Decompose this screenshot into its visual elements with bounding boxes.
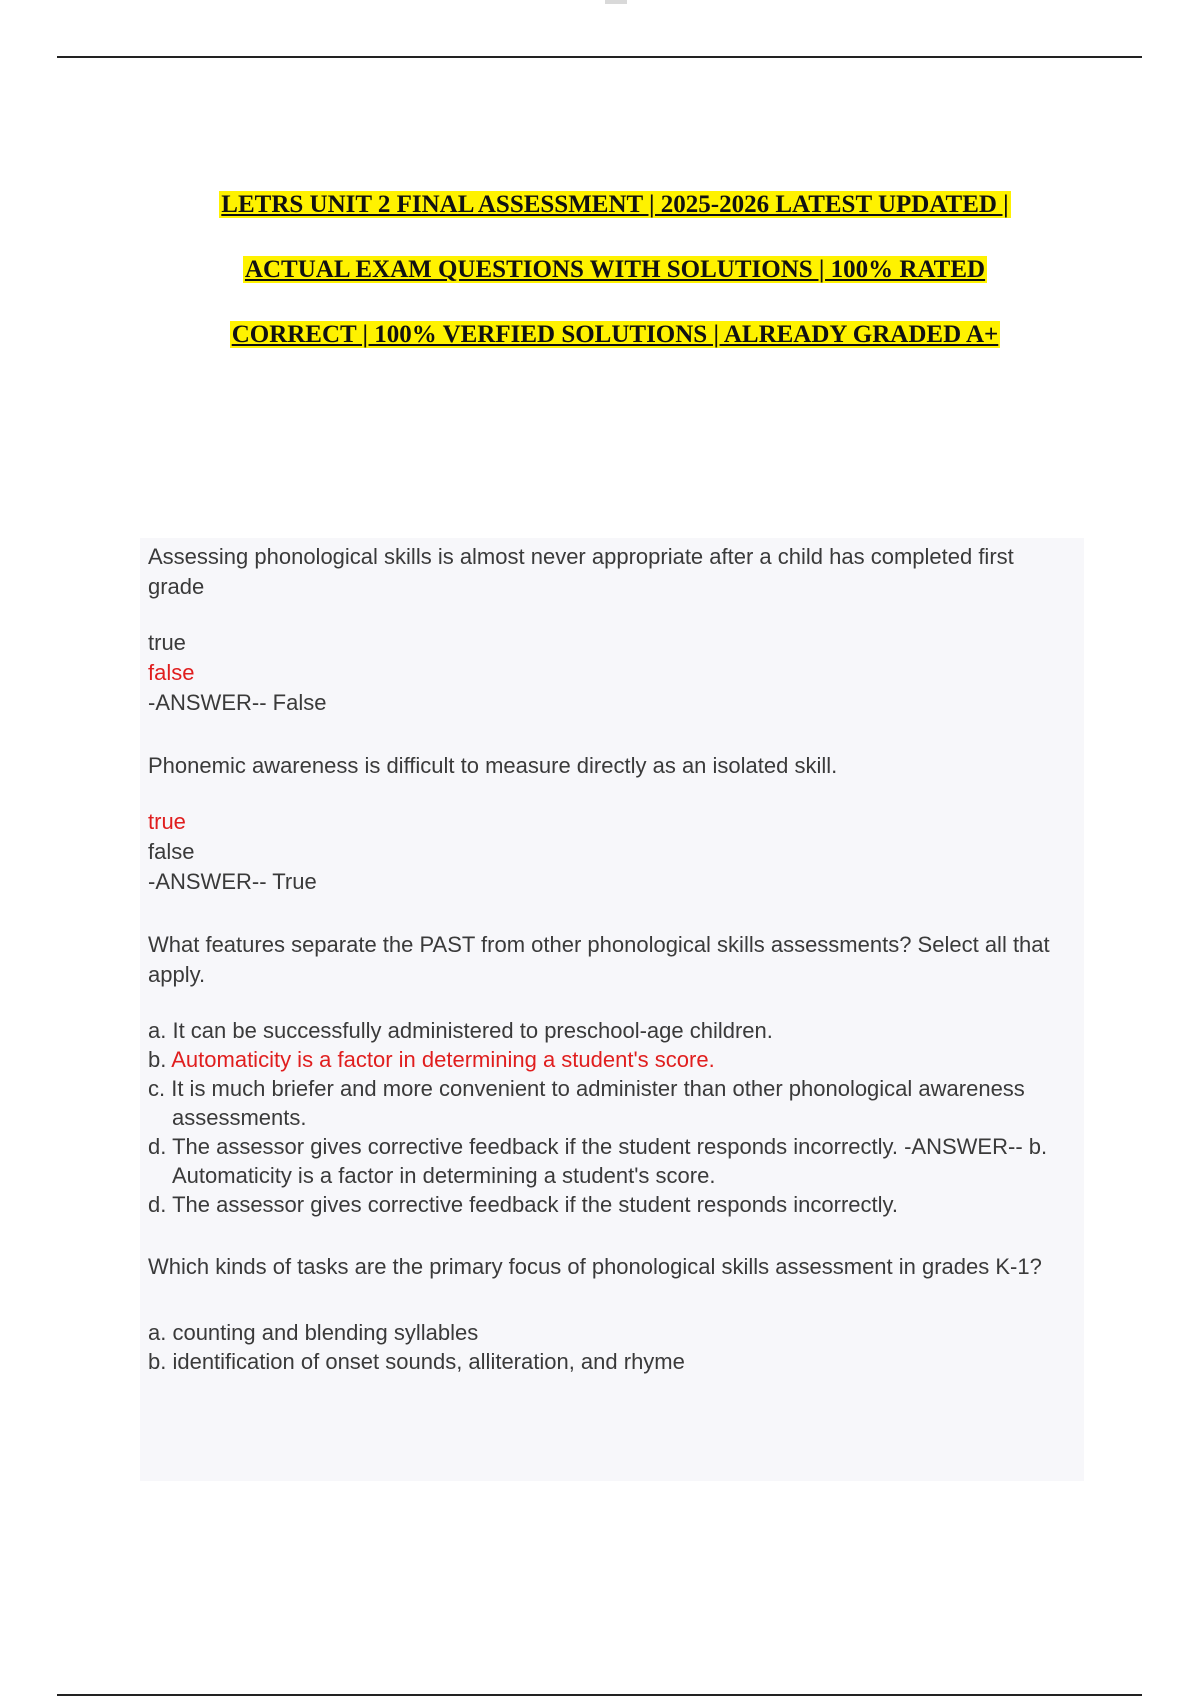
header-rule <box>57 56 1142 58</box>
questions-body <box>144 542 1074 1376</box>
title-line-3: CORRECT | 100% VERFIED SOLUTIONS | ALREADY GRADED A+ <box>231 321 999 348</box>
question-2-option-true: true <box>148 809 186 834</box>
title-line-1: LETRS UNIT 2 FINAL ASSESSMENT | 2025-2026 LATEST UPDATED | <box>221 191 1009 218</box>
question-4-text: Which kinds of tasks are the primary focus of phonological skills assessment in grades K-1? <box>148 1254 1042 1279</box>
question-1-text: Assessing phonological skills is almost never appropriate after a child has completed first grade <box>148 544 1014 599</box>
question-3-options <box>144 1016 1074 1219</box>
question-3-option-b-text: Automaticity is a factor in determining a student's score. <box>171 1047 715 1072</box>
page-top-mark <box>605 0 627 4</box>
question-3-option-d-repeat: d. The assessor gives corrective feedback if the student responds incorrectly. <box>148 1192 898 1217</box>
question-3-text: What features separate the PAST from other phonological skills assessments? Select all that apply. <box>148 932 1050 987</box>
question-3-option-a: a. It can be successfully administered to preschool-age children. <box>148 1018 773 1043</box>
footer-rule <box>57 1694 1142 1696</box>
question-1-option-true: true <box>148 630 186 655</box>
question-3-option-d: d. The assessor gives corrective feedback if the student responds incorrectly. -ANSWER-- b. Automaticity is a factor in determining a student's score. <box>148 1134 1048 1188</box>
question-2-answer: -ANSWER-- True <box>148 869 317 894</box>
question-4-option-a: a. counting and blending syllables <box>148 1320 479 1345</box>
question-4-options <box>144 1318 1074 1376</box>
question-4-option-b: b. identification of onset sounds, alliteration, and rhyme <box>148 1349 685 1374</box>
question-3-option-b <box>144 1045 1074 1074</box>
question-1-option-false: false <box>148 660 195 685</box>
question-2-text: Phonemic awareness is difficult to measure directly as an isolated skill. <box>148 753 838 778</box>
document-title <box>100 185 1130 380</box>
title-line-2: ACTUAL EXAM QUESTIONS WITH SOLUTIONS | 100% RATED <box>244 256 986 283</box>
question-3-option-b-letter: b. <box>148 1047 172 1072</box>
question-1-answer: -ANSWER-- False <box>148 690 327 715</box>
question-2-option-false: false <box>148 839 195 864</box>
question-3-option-c: c. It is much briefer and more convenient to administer than other phonological awareness assessments. <box>148 1076 1025 1130</box>
